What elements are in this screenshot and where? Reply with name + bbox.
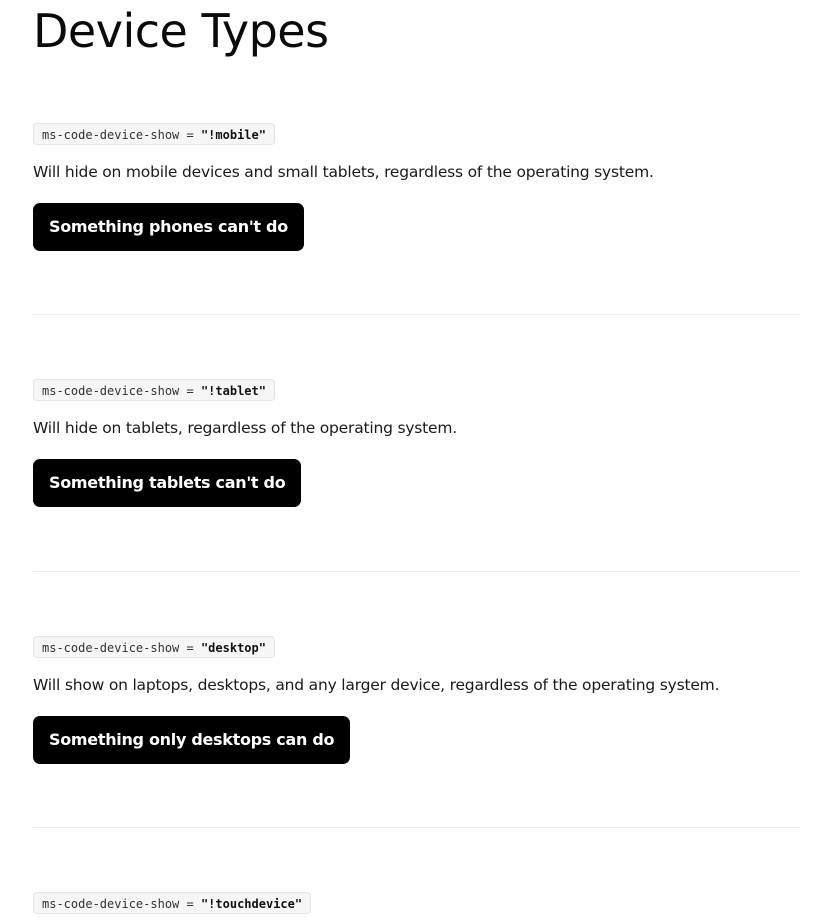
phones-cant-do-button[interactable]: Something phones can't do [33, 203, 304, 251]
section-divider [33, 571, 800, 572]
code-attribute: ms-code-device-show = [42, 384, 201, 398]
section-divider [33, 314, 800, 315]
code-attribute: ms-code-device-show = [42, 641, 201, 655]
code-value: "desktop" [200, 641, 266, 655]
tablets-cant-do-button[interactable]: Something tablets can't do [33, 459, 301, 507]
code-value: "!mobile" [200, 128, 266, 142]
code-snippet [33, 636, 275, 658]
code-value: "!tablet" [200, 384, 266, 398]
code-attribute: ms-code-device-show = [42, 897, 201, 911]
section-description: Will show on laptops, desktops, and any larger device, regardless of the operating system. [33, 676, 720, 694]
page-title: Device Types [33, 4, 329, 58]
code-snippet [33, 123, 275, 145]
code-value: "!touchdevice" [200, 897, 303, 911]
code-snippet [33, 379, 275, 401]
section-divider [33, 827, 800, 828]
code-snippet [33, 892, 311, 914]
section-description: Will hide on mobile devices and small tablets, regardless of the operating system. [33, 163, 654, 181]
only-desktops-can-do-button[interactable]: Something only desktops can do [33, 716, 350, 764]
code-attribute: ms-code-device-show = [42, 128, 201, 142]
section-description: Will hide on tablets, regardless of the operating system. [33, 419, 458, 437]
